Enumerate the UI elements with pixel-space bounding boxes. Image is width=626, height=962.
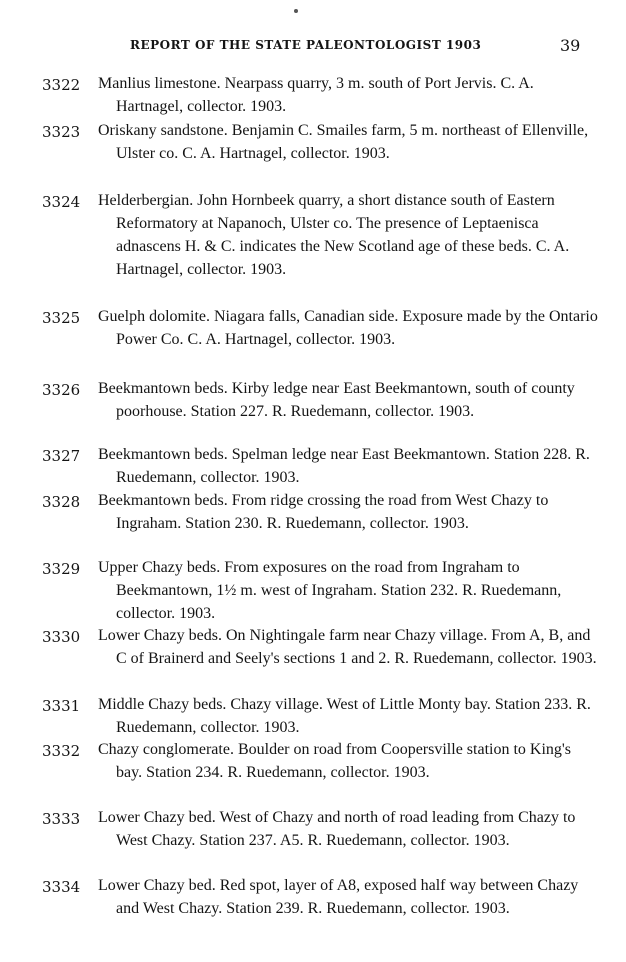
list-item: [0, 874, 626, 944]
entry-text: Helderbergian. John Hornbeek quarry, a short distance south of Eastern Reformatory at Napanoch, Ulster co. The presence of Leptaenisca adnascens H. & C. indicates the New Scotland age of these beds. C. A. Hartnagel, collector. 1903.: [98, 192, 570, 278]
entry-text: Lower Chazy bed. West of Chazy and north of road leading from Chazy to West Chazy. Station 237. A5. R. Ruedemann, collector. 1903.: [98, 809, 576, 849]
list-item: [0, 489, 626, 556]
entry-number: 3332: [42, 742, 81, 760]
list-item: [0, 556, 626, 624]
entry-text: Beekmantown beds. From ridge crossing the road from West Chazy to Ingraham. Station 230. R. Ruedemann, collector. 1903.: [98, 492, 549, 532]
list-item: [0, 305, 626, 377]
list-item: [0, 624, 626, 693]
list-item: [0, 119, 626, 189]
entry-number: 3322: [42, 76, 81, 94]
entry-number: 3333: [42, 810, 81, 828]
running-head: REPORT OF THE STATE PALEONTOLOGIST 1903: [130, 38, 482, 52]
entry-number: 3324: [42, 193, 81, 211]
entry-text: Middle Chazy beds. Chazy village. West of Little Monty bay. Station 233. R. Ruedemann, collector. 1903.: [98, 696, 591, 736]
list-item: [0, 72, 626, 119]
entry-number: 3327: [42, 447, 81, 465]
entry-number: 3325: [42, 309, 81, 327]
entry-text: Lower Chazy bed. Red spot, layer of A8, exposed half way between Chazy and West Chazy. Station 239. R. Ruedemann, collector. 1903.: [98, 877, 579, 917]
entry-text: Chazy conglomerate. Boulder on road from Coopersville station to King's bay. Station 234. R. Ruedemann, collector. 1903.: [98, 741, 572, 781]
list-item: [0, 738, 626, 806]
specimen-list: [0, 72, 626, 944]
list-item: [0, 806, 626, 874]
entry-text: Lower Chazy beds. On Nightingale farm near Chazy village. From A, B, and C of Brainerd and Seely's sections 1 and 2. R. Ruedemann, collector. 1903.: [98, 627, 597, 667]
entry-number: 3329: [42, 560, 81, 578]
entry-number: 3330: [42, 628, 81, 646]
entry-number: 3328: [42, 493, 81, 511]
page-number: 39: [560, 36, 581, 55]
entry-number: 3331: [42, 697, 81, 715]
list-item: [0, 693, 626, 738]
entry-text: Manlius limestone. Nearpass quarry, 3 m. south of Port Jervis. C. A. Hartnagel, collector. 1903.: [98, 75, 534, 115]
entry-number: 3326: [42, 381, 81, 399]
entry-text: Beekmantown beds. Spelman ledge near East Beekmantown. Station 228. R. Ruedemann, collector. 1903.: [98, 446, 590, 486]
speck-mark: [294, 9, 298, 13]
entry-text: Oriskany sandstone. Benjamin C. Smailes farm, 5 m. northeast of Ellenville, Ulster co. C. A. Hartnagel, collector. 1903.: [98, 122, 589, 162]
entry-text: Upper Chazy beds. From exposures on the road from Ingraham to Beekmantown, 1½ m. west of Ingraham. Station 232. R. Ruedemann, collector. 1903.: [98, 559, 562, 622]
list-item: [0, 377, 626, 443]
entry-number: 3334: [42, 878, 81, 896]
list-item: [0, 443, 626, 489]
entry-text: Guelph dolomite. Niagara falls, Canadian side. Exposure made by the Ontario Power Co. C. A. Hartnagel, collector. 1903.: [98, 308, 598, 348]
page-header: [0, 38, 626, 58]
entry-text: Beekmantown beds. Kirby ledge near East Beekmantown, south of county poorhouse. Station 227. R. Ruedemann, collector. 1903.: [98, 380, 575, 420]
entry-number: 3323: [42, 123, 81, 141]
list-item: [0, 189, 626, 305]
